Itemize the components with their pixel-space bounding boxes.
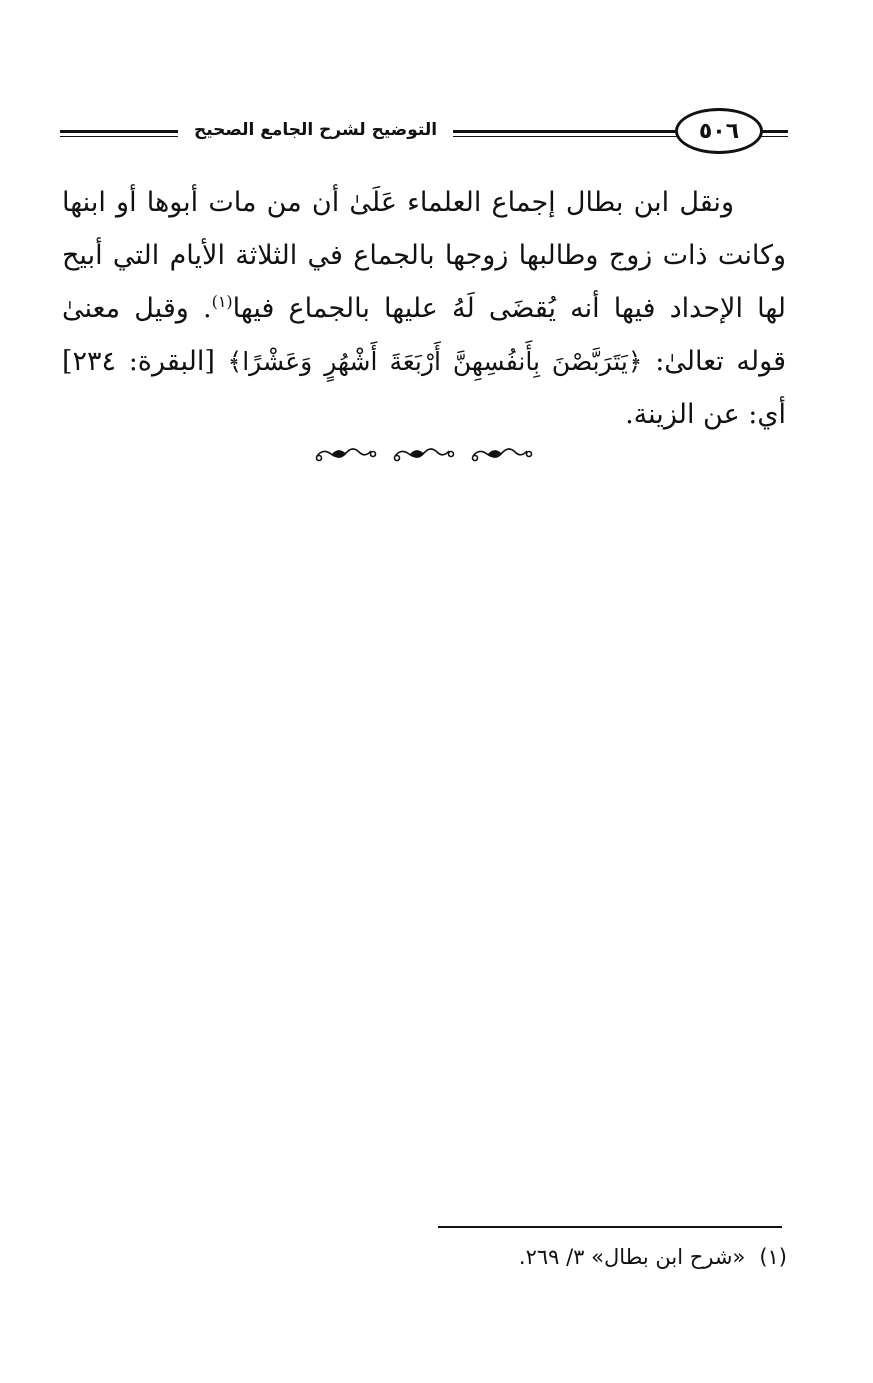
footnote-text: «شرح ابن بطال» ٣/ ٢٦٩. <box>518 1245 746 1269</box>
ornament-divider-icon <box>311 440 541 470</box>
footnote-number: (١) <box>759 1245 787 1269</box>
header-rule-left-cap <box>60 130 112 133</box>
quran-close-bracket: ﴾ <box>227 347 243 376</box>
footnote-reference[interactable]: (١) <box>211 292 233 311</box>
quran-open-bracket: ﴿ <box>627 347 643 376</box>
quran-verse: يَتَرَبَّصْنَ بِأَنفُسِهِنَّ أَرْبَعَةَ أَشْهُرٍ وَعَشْرًا <box>242 347 628 376</box>
footnote-separator <box>438 1226 782 1228</box>
footnote <box>287 1240 787 1274</box>
header-rule-right-bottom <box>760 136 788 137</box>
paragraph-text-2: . وقيل معنىٰ قوله تعالىٰ: <box>62 293 786 377</box>
page-number: ٥٠٦ <box>698 118 740 144</box>
running-title: التوضيح لشرح الجامع الصحيح <box>178 120 453 140</box>
paragraph-text-1: ونقل ابن بطال إجماع العلماء عَلَىٰ أن من مات أبوها أو ابنها وكانت ذات زوج وطالبها زوجها بالجماع في الثلاثة الأيام التي أبيح لها الإحداد فيها أنه يُقضَى لَهُ عليها بالجماع فيها <box>62 187 786 324</box>
ornament-unit-icon <box>473 449 532 461</box>
paragraph-text-3: [البقرة: ٢٣٤] أي: عن الزينة. <box>62 346 786 430</box>
header-rule-right-top <box>760 130 788 133</box>
ornament-unit-icon <box>317 449 376 461</box>
page-header <box>60 100 788 170</box>
page-number-badge <box>675 108 763 154</box>
ornament-unit-icon <box>395 449 454 461</box>
main-paragraph <box>62 176 786 441</box>
